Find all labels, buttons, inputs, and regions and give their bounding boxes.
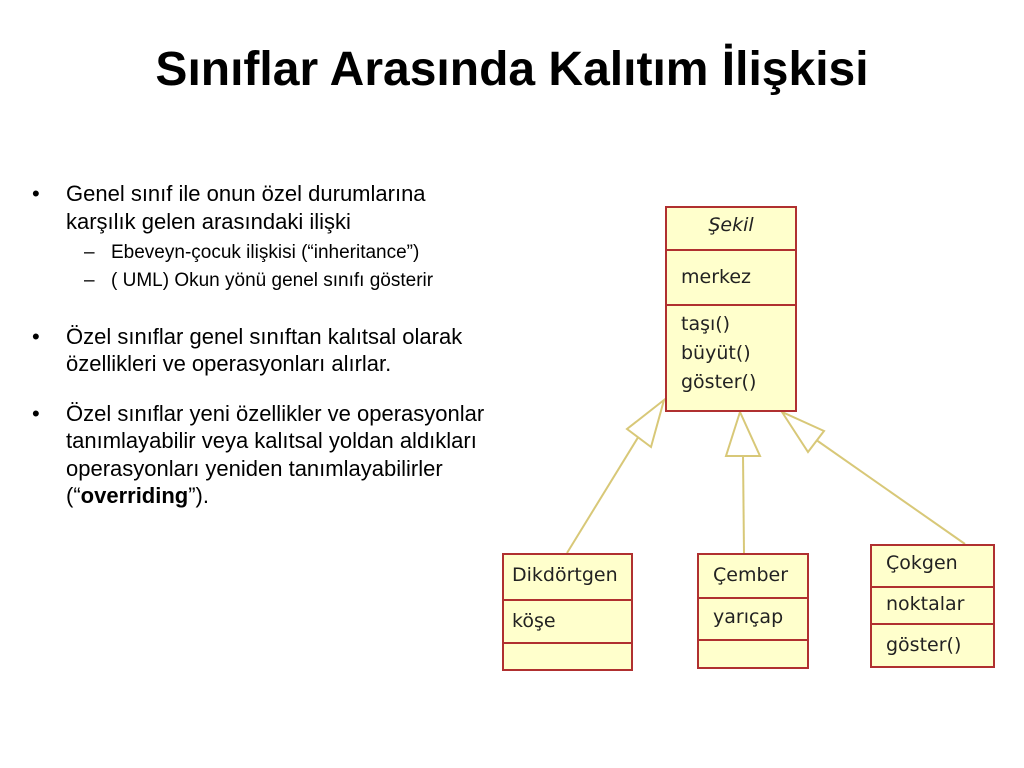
attribute: köşe bbox=[512, 610, 556, 632]
class-attributes bbox=[872, 586, 993, 623]
arrow-line-cokgen bbox=[812, 437, 965, 544]
dash-icon: – bbox=[84, 269, 95, 291]
bullet-text: Genel sınıf ile onun özel durumlarına karşılık gelen arasındaki ilişki bbox=[66, 181, 426, 234]
class-operations bbox=[667, 304, 795, 401]
arrowhead-cember bbox=[726, 412, 760, 456]
dash-icon: – bbox=[84, 242, 95, 263]
sub-bullet-text: ( UML) Okun yönü genel sınıfı gösterir bbox=[111, 269, 434, 291]
bullet-icon: • bbox=[32, 323, 40, 349]
sub-bullet-text: Ebeveyn-çocuk ilişkisi (“inheritance”) bbox=[111, 242, 420, 263]
class-box-dikdortgen bbox=[502, 553, 633, 671]
class-attributes bbox=[667, 249, 795, 304]
slide-title: Sınıflar Arasında Kalıtım İlişkisi bbox=[155, 43, 869, 96]
arrow-line-dikdortgen bbox=[567, 426, 645, 553]
class-attributes bbox=[504, 599, 631, 642]
class-name: Şekil bbox=[708, 214, 754, 236]
operation: büyüt() bbox=[681, 342, 751, 364]
class-box-cokgen bbox=[870, 544, 995, 668]
arrow-line-cember bbox=[743, 455, 744, 553]
class-name: Çember bbox=[713, 564, 789, 586]
bullet-text-bold: overriding bbox=[80, 483, 189, 508]
class-box-cember bbox=[697, 553, 809, 669]
bullet-icon: • bbox=[32, 400, 40, 426]
attribute: merkez bbox=[681, 266, 751, 288]
class-operations bbox=[872, 623, 993, 664]
attribute: yarıçap bbox=[713, 606, 784, 628]
attribute: noktalar bbox=[886, 593, 965, 615]
arrowhead-cokgen bbox=[782, 412, 824, 452]
class-name: Dikdörtgen bbox=[512, 564, 618, 586]
bullet-text-part-1: Özel sınıflar yeni özellikler ve operasyonlar tanımlayabilir veya kalıtsal yoldan aldıkları operasyonları yeniden tanımlayabilirler (“ bbox=[66, 400, 485, 508]
operation: taşı() bbox=[681, 313, 731, 335]
arrowhead-dikdortgen bbox=[627, 400, 664, 447]
operation: göster() bbox=[681, 371, 757, 393]
class-name: Çokgen bbox=[886, 552, 958, 574]
operation: göster() bbox=[886, 634, 962, 656]
class-operations bbox=[504, 642, 631, 669]
bullet-text-part-2: ”). bbox=[188, 483, 209, 508]
class-operations bbox=[699, 639, 807, 667]
class-box-sekil bbox=[665, 206, 797, 412]
bullet-text: Özel sınıflar genel sınıftan kalıtsal olarak özellikleri ve operasyonları alırlar. bbox=[66, 323, 463, 376]
bullet-icon: • bbox=[32, 181, 40, 206]
class-attributes bbox=[699, 597, 807, 639]
